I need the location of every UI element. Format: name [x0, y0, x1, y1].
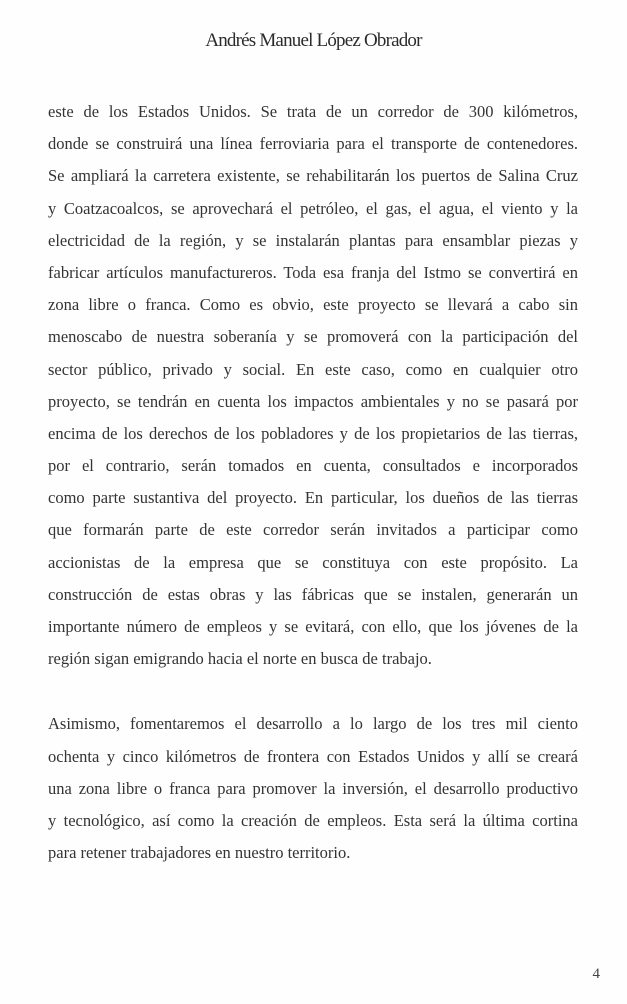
text-line: proyecto, se tendrán en cuenta los impactos ambientales y no se pasará por [48, 391, 578, 411]
text-line: y Coatzacoalcos, se aprovechará el petróleo, el gas, el agua, el viento y la [48, 198, 578, 218]
text-line: construcción de estas obras y las fábricas que se instalen, generarán un [48, 584, 578, 604]
text-line: Se ampliará la carretera existente, se rehabilitarán los puertos de Salina Cruz [48, 166, 578, 186]
text-line: electricidad de la región, y se instalarán plantas para ensamblar piezas y [48, 230, 578, 250]
text-line: sector público, privado y social. En este caso, como en cualquier otro [48, 359, 578, 379]
text-line: Asimismo, fomentaremos el desarrollo a lo largo de los tres mil ciento [48, 714, 578, 734]
text-line: ochenta y cinco kilómetros de frontera con Estados Unidos y allí se creará [48, 746, 578, 766]
text-line: como parte sustantiva del proyecto. En particular, los dueños de las tierras [48, 488, 578, 508]
text-line: para retener trabajadores en nuestro territorio. [48, 843, 351, 863]
text-line: menoscabo de nuestra soberanía y se promoverá con la participación del [48, 327, 578, 347]
paragraph-2 [48, 708, 578, 869]
text-line: que formarán parte de este corredor serán invitados a participar como [48, 520, 578, 540]
body-text [48, 96, 578, 869]
text-line: importante número de empleos y se evitará, con ello, que los jóvenes de la [48, 617, 578, 636]
text-line: región sigan emigrando hacia el norte en busca de trabajo. [48, 649, 432, 669]
text-line: este de los Estados Unidos. Se trata de un corredor de 300 kilómetros, [48, 102, 578, 121]
text-line: accionistas de la empresa que se constituya con este propósito. La [48, 552, 578, 572]
page-number: 4 [592, 966, 600, 982]
text-line: donde se construirá una línea ferroviaria para el transporte de contenedores. [48, 134, 578, 154]
text-line: y tecnológico, así como la creación de empleos. Esta será la última cortina [48, 810, 578, 830]
text-line: por el contrario, serán tomados en cuenta, consultados e incorporados [48, 456, 578, 476]
paragraph-spacer [48, 675, 578, 708]
text-line: zona libre o franca. Como es obvio, este proyecto se llevará a cabo sin [48, 295, 578, 315]
page-header-author: Andrés Manuel López Obrador [205, 30, 422, 51]
text-line: fabricar artículos manufactureros. Toda esa franja del Istmo se convertirá en [48, 262, 578, 282]
text-line: una zona libre o franca para promover la inversión, el desarrollo productivo [48, 778, 578, 798]
paragraph-1 [48, 96, 578, 675]
text-line: encima de los derechos de los pobladores y de los propietarios de las tierras, [48, 423, 578, 443]
